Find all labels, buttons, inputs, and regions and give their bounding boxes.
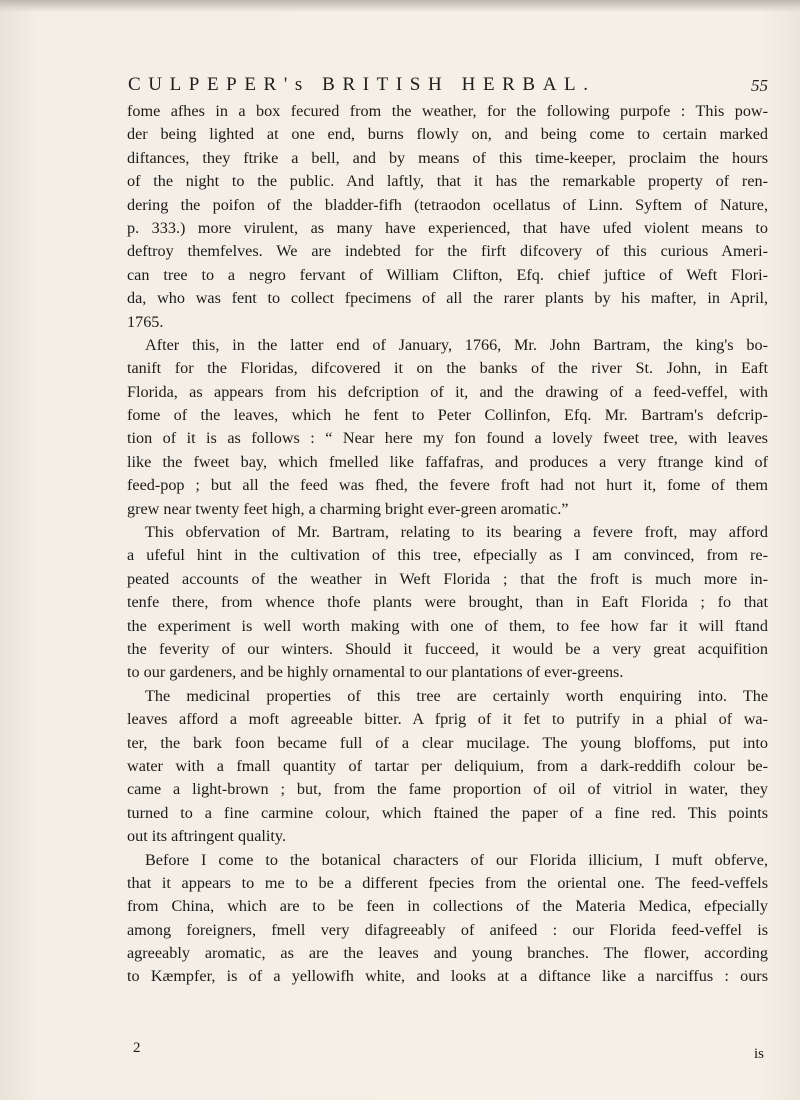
- text-line: fome afhes in a box fecured from the weather, for the following purpofe : This pow-: [127, 102, 768, 120]
- paragraph: [127, 334, 768, 521]
- page-number: 55: [751, 76, 768, 95]
- text-line: ter, the bark foon became full of a clear mucilage. The young bloffoms, put into: [127, 733, 768, 752]
- paragraph: [127, 521, 768, 685]
- page-header: [128, 74, 768, 100]
- body-text: [127, 100, 768, 989]
- text-line: der being lighted at one end, burns flowly on, and being come to certain marked: [127, 125, 768, 144]
- text-line: This obfervation of Mr. Bartram, relating to its bearing a fevere froft, may afford: [145, 523, 768, 542]
- text-line: p. 333.) more virulent, as many have experienced, that have ufed violent means to: [127, 218, 768, 237]
- text-line: feed-pop ; but all the feed was fhed, the fevere froft had not hurt it, fome of them: [127, 476, 768, 495]
- text-line: grew near twenty feet high, a charming bright ever-green aromatic.”: [127, 499, 569, 518]
- text-line: that it appears to me to be a different fpecies from the oriental one. The feed-veffels: [127, 873, 768, 892]
- page-top-edge: [0, 0, 800, 12]
- text-line: of the night to the public. And laftly, that it has the remarkable property of ren-: [127, 172, 768, 191]
- text-line: to Kæmpfer, is of a yellowifh white, and looks at a diftance like a narciffus : ours: [127, 967, 768, 986]
- text-line: leaves afford a moft agreeable bitter. A fprig of it fet to putrify in a phial of wa-: [127, 710, 768, 729]
- text-line: da, who was fent to collect fpecimens of all the rarer plants by his mafter, in April,: [127, 289, 768, 308]
- text-line: from China, which are to be feen in collections of the Materia Medica, efpecially: [127, 897, 768, 916]
- text-line: diftances, they ftrike a bell, and by means of this time-keeper, proclaim the hours: [127, 148, 768, 167]
- text-line: turned to a fine carmine colour, which ftained the paper of a fine red. This points: [127, 803, 768, 822]
- text-line: tanift for the Floridas, difcovered it on the banks of the river St. John, in Eaft: [127, 359, 768, 378]
- text-line: like the fweet bay, which fmelled like faffafras, and produces a very ftrange kind of: [127, 452, 768, 471]
- text-line: out its aftringent quality.: [127, 827, 286, 846]
- text-line: the feverity of our winters. Should it fucceed, it would be a very great acquifition: [127, 639, 768, 658]
- text-line: 1765.: [127, 312, 164, 331]
- signature-mark: 2: [133, 1040, 141, 1056]
- paragraph: [127, 100, 768, 334]
- text-line: came a light-brown ; but, from the fame proportion of oil of vitriol in water, they: [127, 780, 768, 799]
- text-line: Florida, as appears from his defcription of it, and the drawing of a feed-veffel, with: [127, 382, 768, 401]
- page-footer: [127, 1040, 768, 1062]
- text-line: Before I come to the botanical characters of our Florida illicium, I muft obferve,: [145, 850, 768, 869]
- text-line: the experiment is well worth making with one of them, to fee how far it will ftand: [127, 616, 768, 635]
- text-line: dering the poifon of the bladder-fifh (tetraodon ocellatus of Linn. Syftem of Nature,: [127, 195, 768, 214]
- text-line: The medicinal properties of this tree are certainly worth enquiring into. The: [145, 686, 768, 705]
- text-line: After this, in the latter end of January, 1766, Mr. John Bartram, the king's bo-: [145, 335, 768, 354]
- text-line: can tree to a negro fervant of William Clifton, Efq. chief juftice of Weft Flori-: [127, 265, 768, 284]
- paragraph: [127, 685, 768, 849]
- paragraph: [127, 849, 768, 989]
- text-line: tion of it is as follows : “ Near here my fon found a lovely fweet tree, with leaves: [127, 429, 768, 448]
- text-line: among foreigners, fmell very difagreeably of anifeed : our Florida feed-veffel is: [127, 920, 768, 939]
- text-line: deftroy themfelves. We are indebted for the firft difcovery of this curious Ameri-: [127, 242, 768, 261]
- text-line: agreeably aromatic, as are the leaves and young branches. The flower, according: [127, 944, 768, 963]
- text-line: a ufeful hint in the cultivation of this tree, efpecially as I am convinced, from re-: [127, 546, 768, 565]
- catchword: is: [753, 1046, 764, 1062]
- running-head: CULPEPER's BRITISH HERBAL.: [128, 74, 596, 95]
- text-line: to our gardeners, and be highly ornamental to our plantations of ever-greens.: [127, 663, 624, 682]
- text-line: peated accounts of the weather in Weft Florida ; that the froft is much more in-: [127, 569, 768, 588]
- text-line: tenfe there, from whence thofe plants were brought, than in Eaft Florida ; fo that: [127, 593, 768, 612]
- text-line: water with a fmall quantity of tartar per deliquium, from a dark-reddifh colour be-: [127, 756, 768, 775]
- text-line: fome of the leaves, which he fent to Peter Collinfon, Efq. Mr. Bartram's defcrip-: [127, 406, 768, 425]
